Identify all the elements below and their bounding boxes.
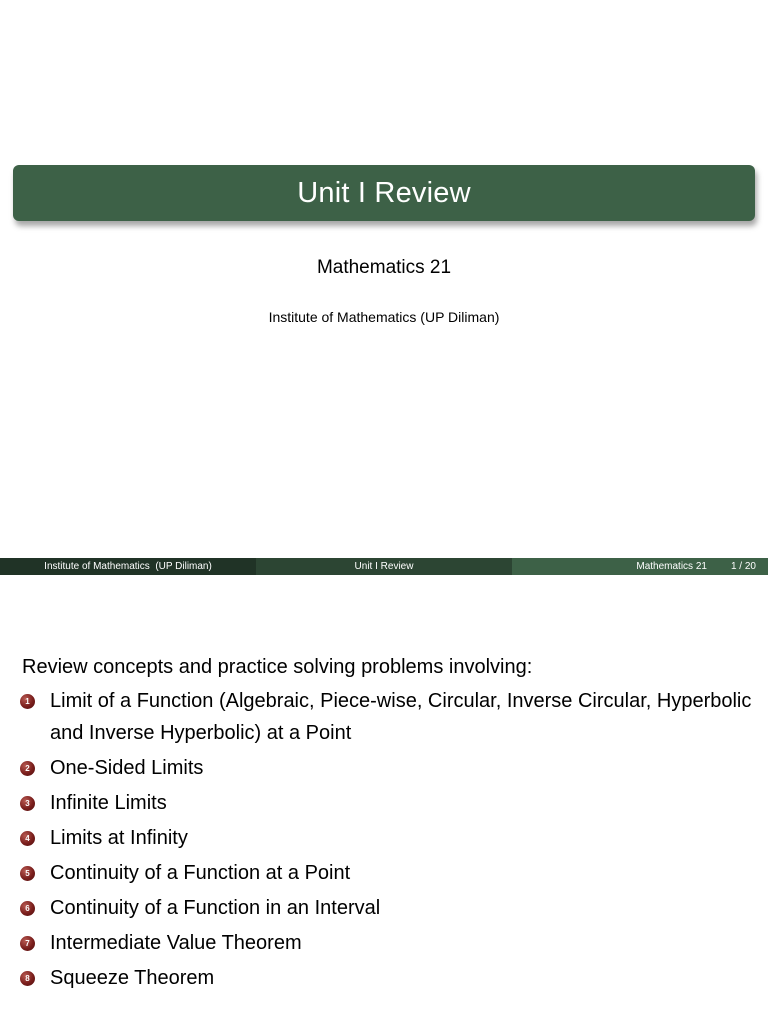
slide-title: Unit I Review [297, 176, 471, 209]
footer-left [0, 558, 256, 575]
slide-subtitle: Mathematics 21 [316, 257, 452, 278]
footer-course: Mathematics 21 [636, 561, 707, 572]
list-item [20, 967, 760, 994]
list-item [20, 827, 760, 854]
footer-institute: Institute of Mathematics (UP Diliman) [44, 561, 212, 572]
list-item-text: Intermediate Value Theorem [50, 932, 302, 954]
intro-text: Review concepts and practice solving problems involving: [22, 656, 533, 678]
list-item-text: Limit of a Function (Algebraic, Piece-wise, Circular, Inverse Circular, Hyperbolic and Inverse Hyperbolic) at a Point [50, 690, 752, 744]
content-slide [0, 575, 768, 1024]
footer-page-number: 1 / 20 [730, 561, 756, 572]
list-item [20, 690, 760, 749]
institute-name: Institute of Mathematics (UP Diliman) [268, 309, 500, 325]
list-item [20, 757, 760, 784]
numbered-bullet-icon: 2 [20, 761, 35, 776]
topic-list [20, 690, 760, 1005]
footer-title: Unit I Review [354, 561, 414, 572]
list-item [20, 897, 760, 924]
list-item [20, 862, 760, 889]
list-item-text: Infinite Limits [50, 792, 167, 814]
list-item-text: One-Sided Limits [50, 757, 204, 779]
list-item-text: Continuity of a Function at a Point [50, 862, 351, 884]
slide-footer [0, 558, 768, 575]
numbered-bullet-icon: 4 [20, 831, 35, 846]
numbered-bullet-icon: 3 [20, 796, 35, 811]
list-item [20, 932, 760, 959]
list-item-text: Limits at Infinity [50, 827, 188, 849]
numbered-bullet-icon: 5 [20, 866, 35, 881]
list-item-text: Continuity of a Function in an Interval [50, 897, 381, 919]
footer-right [512, 558, 768, 575]
title-box [13, 165, 755, 221]
numbered-bullet-icon: 6 [20, 901, 35, 916]
footer-center [256, 558, 512, 575]
numbered-bullet-icon: 7 [20, 936, 35, 951]
list-item [20, 792, 760, 819]
numbered-bullet-icon: 8 [20, 971, 35, 986]
numbered-bullet-icon: 1 [20, 694, 35, 709]
list-item-text: Squeeze Theorem [50, 967, 215, 989]
